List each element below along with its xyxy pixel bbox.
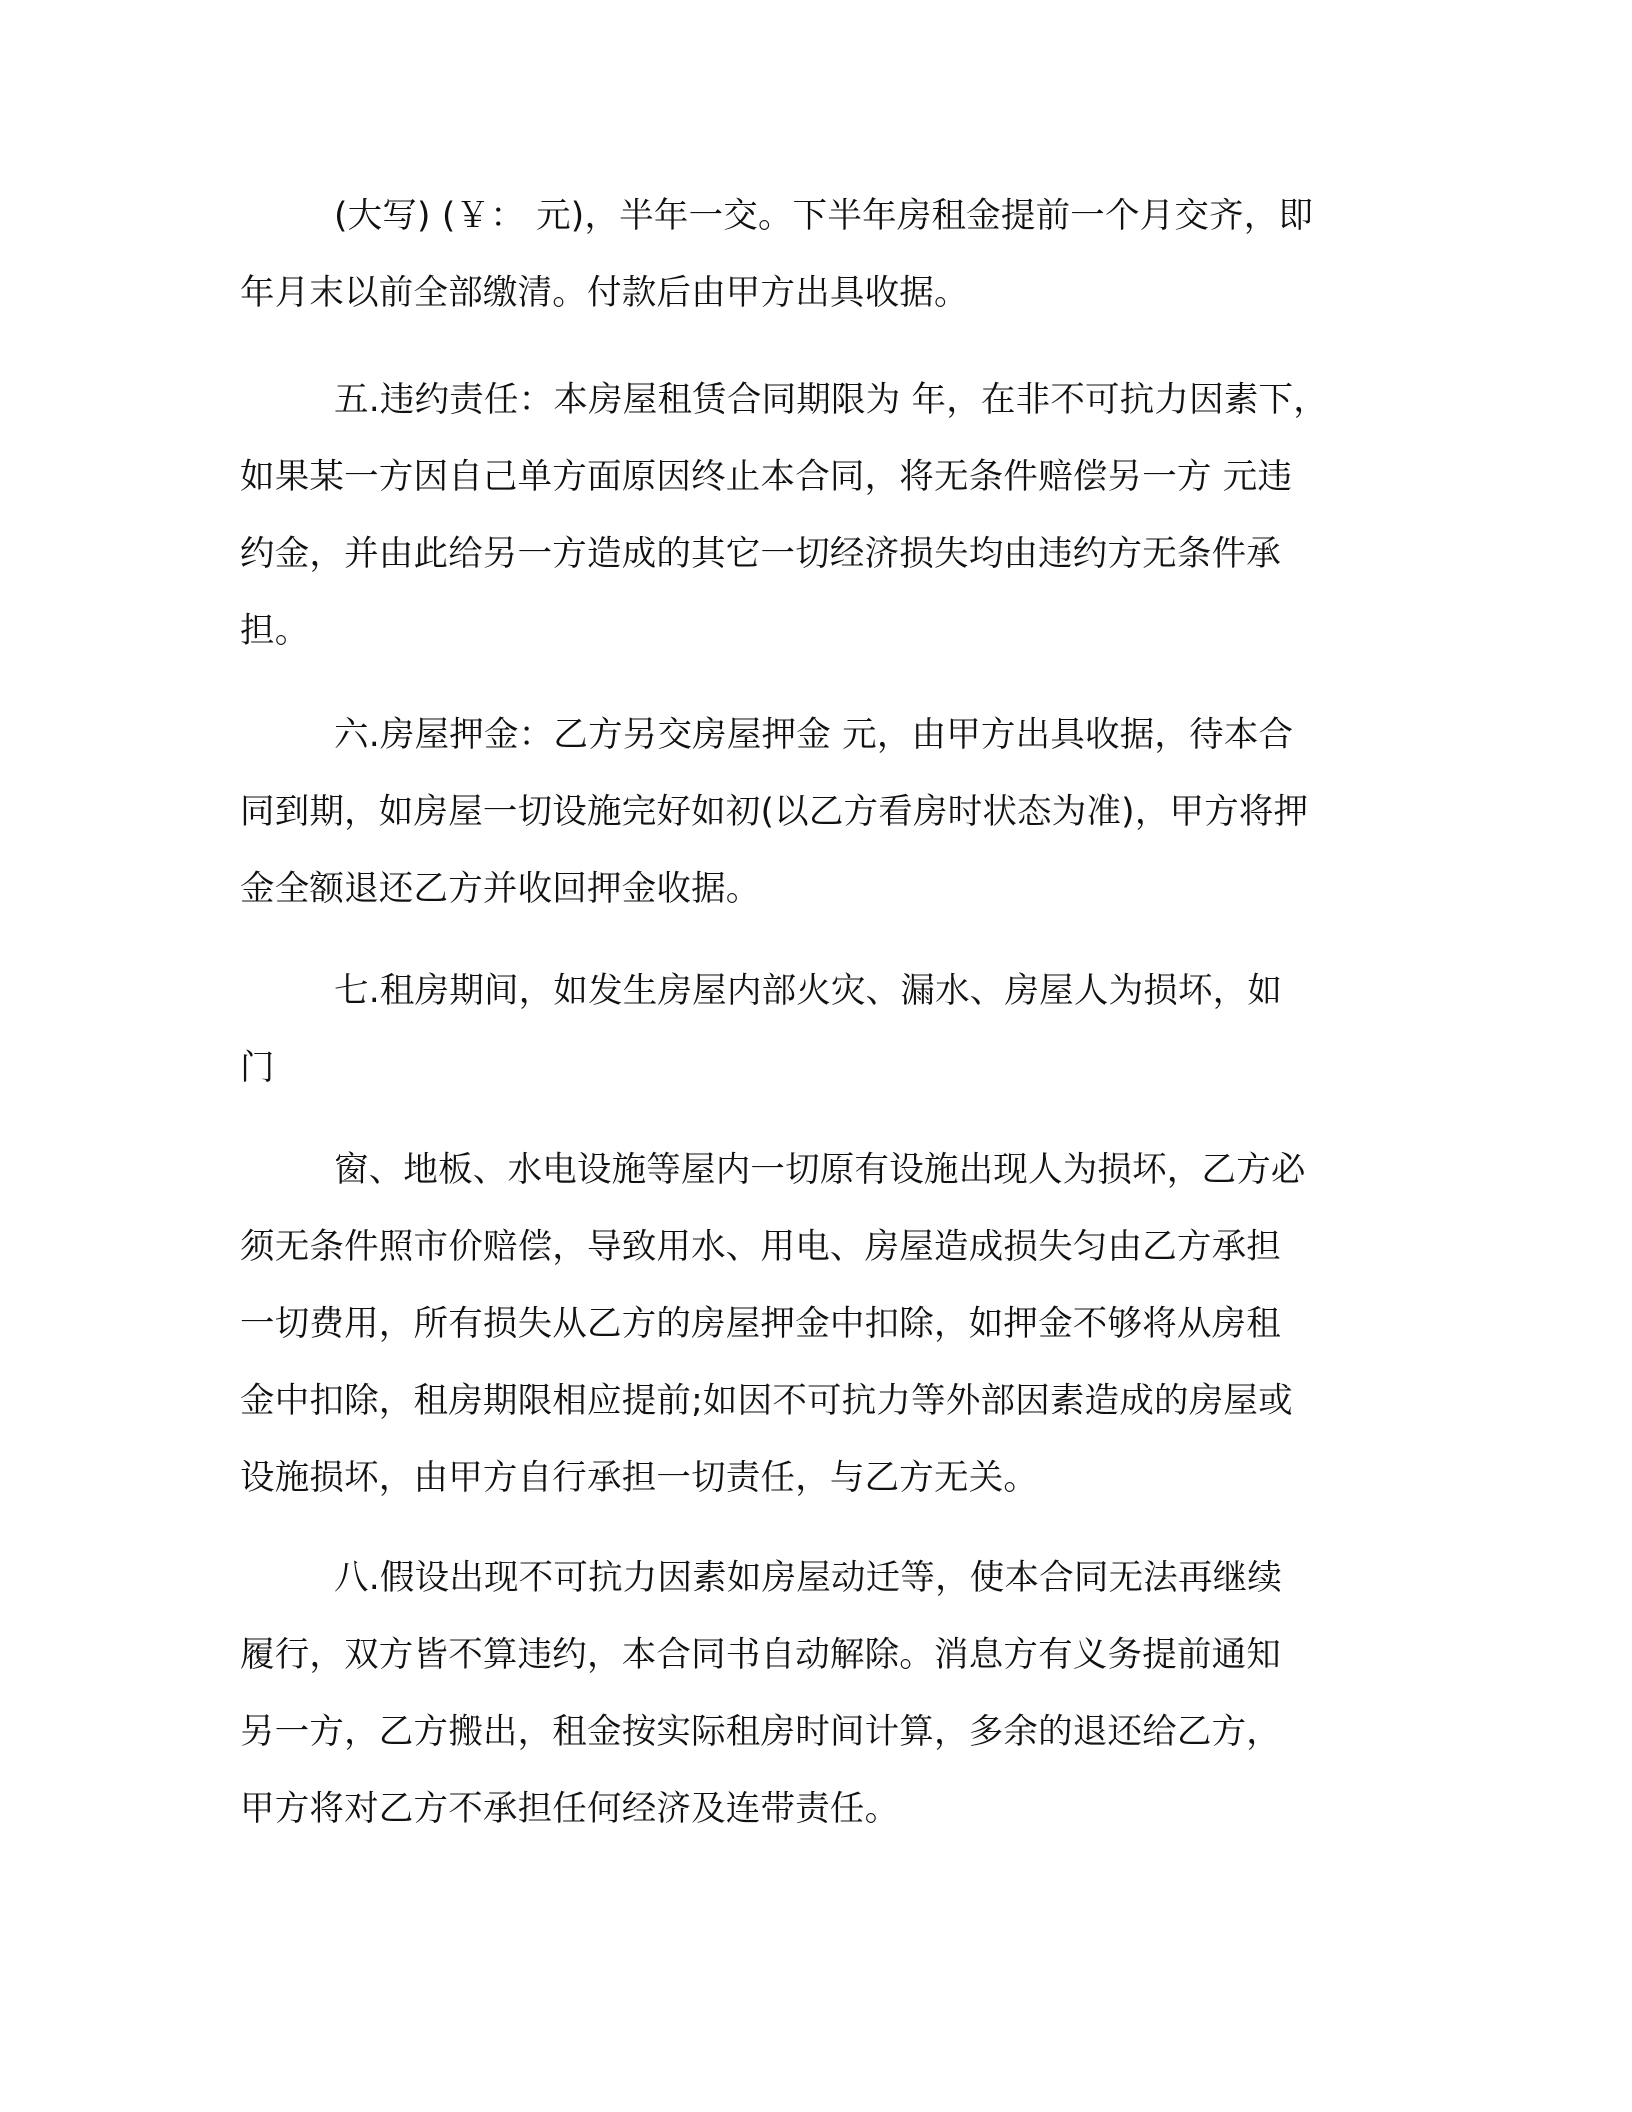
text-line: 如果某一方因自己单方面原因终止本合同，将无条件赔偿另一方 元违 — [240, 457, 1293, 497]
text-line: 须无条件照市价赔偿，导致用水、用电、房屋造成损失匀由乙方承担 — [240, 1227, 1281, 1267]
paragraph-rent-payment — [240, 178, 1390, 332]
text-line: 担。 — [240, 611, 310, 651]
text-line: 同到期，如房屋一切设施完好如初(以乙方看房时状态为准)，甲方将押 — [240, 792, 1309, 832]
text-line: 七.租房期间，如发生房屋内部火灾、漏水、房屋人为损坏，如 — [334, 971, 1283, 1011]
text-line: 约金，并由此给另一方造成的其它一切经济损失均由违约方无条件承 — [240, 534, 1281, 574]
text-line: 金中扣除，租房期限相应提前;如因不可抗力等外部因素造成的房屋或 — [240, 1381, 1293, 1421]
text-line: 窗、地板、水电设施等屋内一切原有设施出现人为损坏，乙方必 — [334, 1150, 1306, 1190]
paragraph-damage-intro — [240, 953, 1390, 1107]
text-line: 五.违约责任：本房屋租赁合同期限为 年，在非不可抗力因素下， — [334, 380, 1328, 420]
text-line: 门 — [240, 1048, 275, 1088]
text-line: 设施损坏，由甲方自行承担一切责任，与乙方无关。 — [240, 1458, 1039, 1498]
paragraph-deposit — [240, 697, 1390, 928]
text-line: 履行，双方皆不算违约，本合同书自动解除。消息方有义务提前通知 — [240, 1635, 1281, 1675]
text-line: 八.假设出现不可抗力因素如房屋动迁等，使本合同无法再继续 — [334, 1558, 1283, 1598]
text-line: (大写) (￥： 元)，半年一交。下半年房租金提前一个月交齐，即 — [334, 196, 1314, 236]
paragraph-force-majeure — [240, 1540, 1390, 1848]
paragraph-damage-details — [240, 1132, 1390, 1517]
text-line: 年月末以前全部缴清。付款后由甲方出具收据。 — [240, 273, 969, 313]
text-line: 金全额退还乙方并收回押金收据。 — [240, 869, 761, 909]
text-line: 另一方，乙方搬出，租金按实际租房时间计算，多余的退还给乙方， — [240, 1712, 1281, 1752]
text-line: 六.房屋押金：乙方另交房屋押金 元，由甲方出具收据，待本合 — [334, 715, 1294, 755]
paragraph-breach-liability — [240, 362, 1390, 670]
text-line: 一切费用，所有损失从乙方的房屋押金中扣除，如押金不够将从房租 — [240, 1304, 1281, 1344]
text-line: 甲方将对乙方不承担任何经济及连带责任。 — [240, 1789, 900, 1829]
